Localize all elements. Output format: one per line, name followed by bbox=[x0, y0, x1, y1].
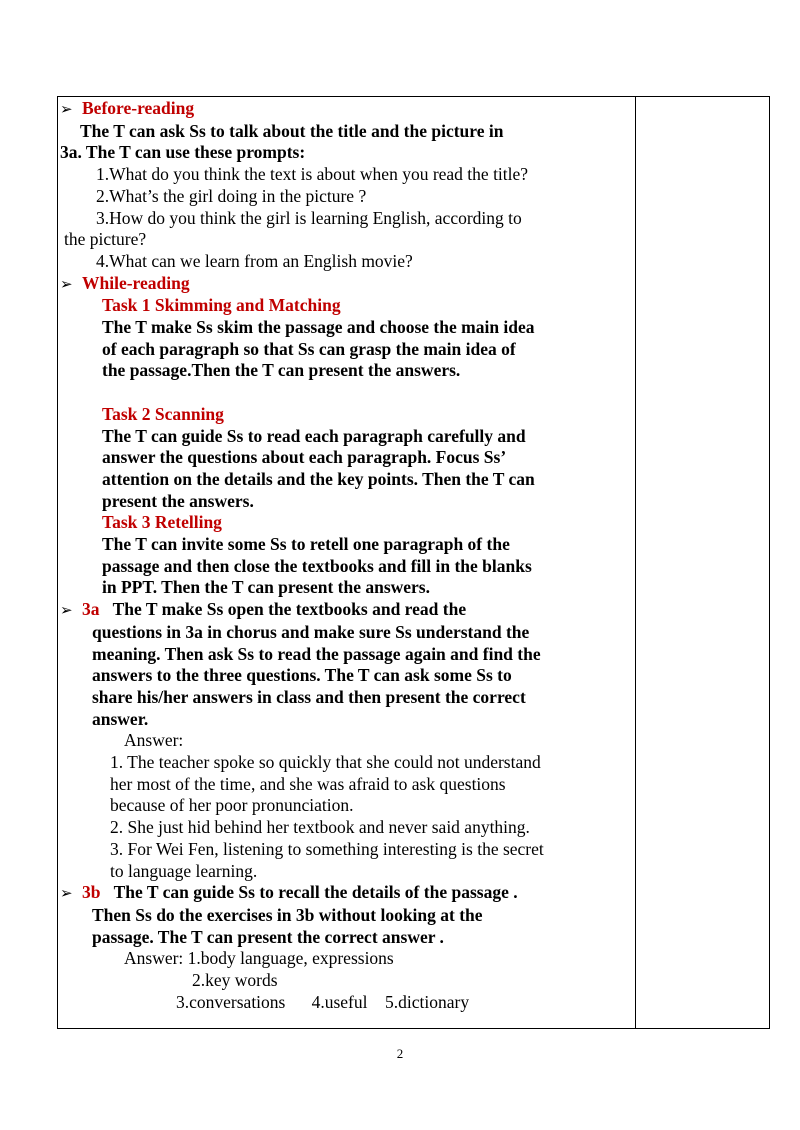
section-3a-answer-label: Answer: bbox=[124, 730, 184, 751]
task1-title: Task 1 Skimming and Matching bbox=[102, 295, 341, 316]
task3-line: in PPT. Then the T can present the answers. bbox=[102, 577, 430, 598]
arrow-bullet-icon: ➢ bbox=[60, 274, 73, 293]
task1-line: of each paragraph so that Ss can grasp the main idea of bbox=[102, 338, 516, 359]
section-3b-line: The T can guide Ss to recall the details of the passage . bbox=[113, 882, 518, 903]
section-3a-answer: 2. She just hid behind her textbook and never said anything. bbox=[110, 817, 530, 838]
task3-line: passage and then close the textbooks and fill in the blanks bbox=[102, 555, 532, 576]
task1-line: The T make Ss skim the passage and choose the main idea bbox=[102, 317, 535, 338]
prompt-item: 3.How do you think the girl is learning English, according to bbox=[96, 207, 522, 228]
section-3a-answer: because of her poor pronunciation. bbox=[110, 795, 354, 816]
task2-line: answer the questions about each paragraph. Focus Ss’ bbox=[102, 447, 507, 468]
section-3a-line: meaning. Then ask Ss to read the passage again and find the bbox=[92, 643, 541, 664]
section-3a-answer: 1. The teacher spoke so quickly that she could not understand bbox=[110, 752, 541, 773]
section-3a-answer: her most of the time, and she was afraid to ask questions bbox=[110, 773, 506, 794]
section-3b-line: passage. The T can present the correct answer . bbox=[92, 926, 444, 947]
section-3a-line: answers to the three questions. The T can ask some Ss to bbox=[92, 665, 512, 686]
arrow-bullet-icon: ➢ bbox=[60, 884, 73, 903]
section-3b-heading-row bbox=[60, 882, 632, 905]
before-reading-heading: Before-reading bbox=[82, 98, 195, 118]
task1-line: the passage.Then the T can present the answers. bbox=[102, 360, 461, 381]
while-reading-heading: While-reading bbox=[82, 272, 190, 293]
section-3a-line: answer. bbox=[92, 708, 149, 729]
task2-line: The T can guide Ss to read each paragraph carefully and bbox=[102, 425, 526, 446]
before-reading-line: 3a. The T can use these prompts: bbox=[60, 142, 306, 163]
before-reading-line: The T can ask Ss to talk about the title and the picture in bbox=[80, 120, 504, 141]
section-3b-answer: 3.conversations 4.useful 5.dictionary bbox=[176, 991, 470, 1012]
section-3a-line: questions in 3a in chorus and make sure Ss understand the bbox=[92, 621, 530, 642]
section-3b-answer: Answer: 1.body language, expressions bbox=[124, 948, 394, 969]
section-3b-label: 3b bbox=[82, 882, 101, 903]
spacer bbox=[60, 382, 632, 404]
prompt-item: 2.What’s the girl doing in the picture ? bbox=[96, 185, 367, 206]
before-reading-heading-row bbox=[60, 98, 632, 121]
section-3a-line: The T make Ss open the textbooks and read the bbox=[112, 599, 467, 620]
prompt-item: 4.What can we learn from an English movie? bbox=[96, 250, 413, 271]
task3-line: The T can invite some Ss to retell one paragraph of the bbox=[102, 534, 510, 555]
prompt-item: 1.What do you think the text is about when you read the title? bbox=[96, 164, 529, 185]
arrow-bullet-icon: ➢ bbox=[60, 100, 73, 118]
section-3b-line: Then Ss do the exercises in 3b without looking at the bbox=[92, 905, 483, 925]
task3-title: Task 3 Retelling bbox=[102, 512, 222, 533]
section-3a-answer: 3. For Wei Fen, listening to something interesting is the secret bbox=[110, 838, 544, 859]
task2-line: attention on the details and the key points. Then the T can bbox=[102, 468, 535, 489]
while-reading-heading-row bbox=[60, 273, 632, 296]
section-3a-line: share his/her answers in class and then present the correct bbox=[92, 686, 526, 707]
section-3a-answer: to language learning. bbox=[110, 860, 258, 881]
section-3a-label: 3a bbox=[82, 599, 100, 620]
section-3b-answer: 2.key words bbox=[192, 970, 278, 991]
arrow-bullet-icon: ➢ bbox=[60, 601, 73, 620]
task2-title: Task 2 Scanning bbox=[102, 403, 224, 424]
prompt-item: the picture? bbox=[64, 229, 147, 250]
task2-line: present the answers. bbox=[102, 490, 254, 511]
page-number: 2 bbox=[396, 1046, 404, 1061]
lesson-content bbox=[60, 98, 632, 1014]
table-column-divider bbox=[635, 96, 636, 1029]
section-3a-heading-row bbox=[60, 599, 632, 622]
